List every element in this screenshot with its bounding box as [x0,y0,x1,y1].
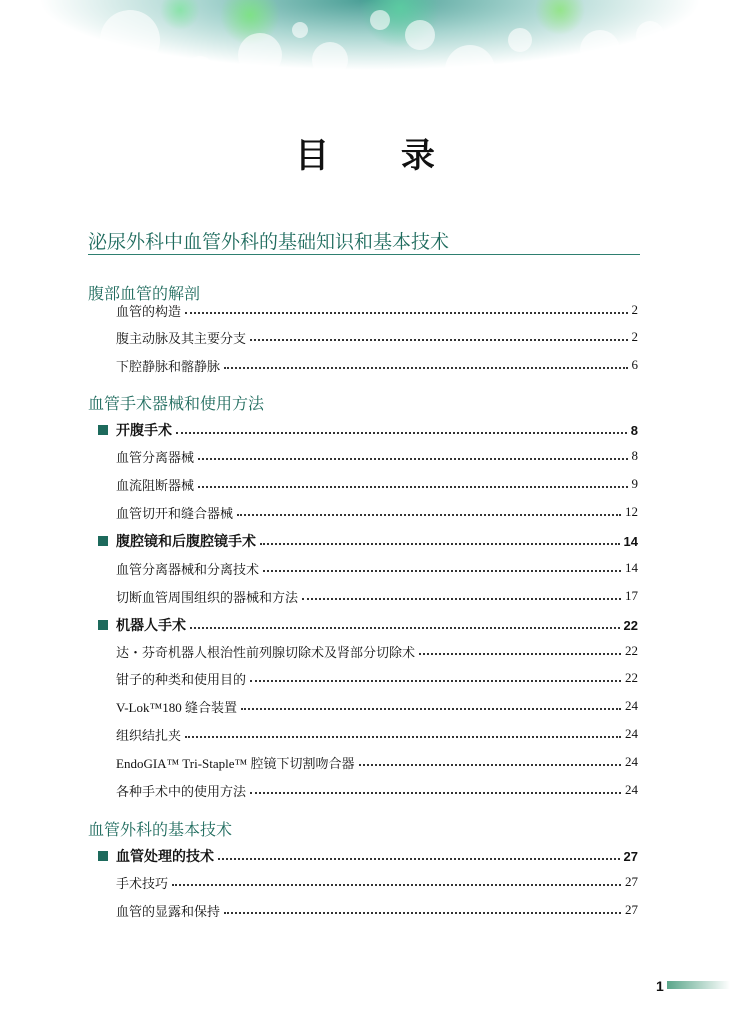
entry-label: 腹主动脉及其主要分支 [116,330,247,346]
entry-page: 22 [625,643,638,658]
entry-label: 组织结扎夹 [116,727,182,743]
dot-leader [198,458,627,460]
entry-page: 24 [625,698,638,713]
bokeh-circle [405,20,435,50]
entry-page: 24 [625,726,638,741]
entry-page: 27 [625,902,638,917]
entry-page: 14 [623,533,638,549]
page-number: 1 [656,978,664,994]
entry-label: 血管分离器械和分离技术 [116,561,260,577]
entry-label: 钳子的种类和使用目的 [116,671,247,687]
page-number-bar [667,981,730,989]
bokeh-circle [292,22,308,38]
toc-entry [116,695,638,717]
entry-label: 开腹手术 [116,423,172,439]
dot-leader [419,653,621,655]
bokeh-circle [312,42,348,78]
entry-page: 12 [625,504,638,519]
square-bullet-icon [98,425,108,435]
entry-page: 2 [631,302,638,317]
bokeh-circle [100,10,160,70]
dot-leader [302,598,621,600]
toc-entry [116,845,638,867]
entry-label: 手术技巧 [116,875,169,891]
header-bokeh-banner [0,0,730,115]
entry-page: 24 [625,754,638,769]
dot-leader [250,680,621,682]
entry-label: 达・芬奇机器人根治性前列腺切除术及肾部分切除术 [116,644,416,660]
toc-entry [116,723,638,745]
entry-label: 血管切开和缝合器械 [116,505,234,521]
dot-leader [241,708,621,710]
chapter-heading [88,226,640,255]
toc-entry [116,667,638,689]
dot-leader [224,912,621,914]
entry-label: 腹部血管的解剖 [88,283,201,303]
entry-label: EndoGIA™ Tri-Staple™ 腔镜下切割吻合器 [116,755,355,771]
toc-entry [116,530,638,552]
toc-entry [116,751,638,773]
toc-entry [116,871,638,893]
entry-label: 血管手术器械和使用方法 [88,393,265,413]
entry-label: 各种手术中的使用方法 [116,783,247,799]
toc-entry [116,640,638,662]
toc-entry [116,445,638,467]
page-title: 目 录 [295,136,465,176]
dot-leader [224,367,627,369]
bokeh-circle [370,10,390,30]
entry-page: 2 [631,329,638,344]
toc-entry [116,614,638,636]
toc-entry [116,779,638,801]
toc-entry [116,473,638,495]
entry-page: 24 [625,782,638,797]
toc-entry [116,299,638,321]
dot-leader [260,543,620,545]
toc-entry [116,419,638,441]
toc-entry [116,585,638,607]
toc-entry [116,326,638,348]
toc-entry [116,501,638,523]
square-bullet-icon [98,851,108,861]
square-bullet-icon [98,536,108,546]
chapter-title: 泌尿外科中血管外科的基础知识和基本技术 [88,230,450,253]
entry-page: 6 [631,357,638,372]
entry-label: 切断血管周围组织的器械和方法 [116,589,299,605]
toc-entry [116,354,638,376]
bokeh-circle [508,28,532,52]
dot-leader [172,884,621,886]
entry-label: 血管处理的技术 [116,849,214,865]
dot-leader [185,312,627,314]
dot-leader [263,570,621,572]
toc-entry [116,557,638,579]
entry-label: 下腔静脉和髂静脉 [116,358,221,374]
entry-label: 血管的显露和保持 [116,903,221,919]
bokeh-circle [542,62,578,98]
entry-label: 血管外科的基本技术 [88,819,233,839]
dot-leader [198,486,627,488]
bokeh-circle [186,56,214,84]
entry-page: 9 [631,476,638,491]
entry-label: 血流阻断器械 [116,477,195,493]
dot-leader [359,764,621,766]
entry-label: 机器人手术 [116,618,186,634]
dot-leader [237,514,621,516]
entry-page: 22 [623,617,638,633]
bokeh-circle [636,21,664,49]
bokeh-circle [238,33,282,77]
entry-page: 8 [631,448,638,463]
dot-leader [250,339,627,341]
entry-page: 22 [625,670,638,685]
section-heading [88,391,730,413]
entry-label: 血管分离器械 [116,449,195,465]
dot-leader [250,792,621,794]
bokeh-circle [580,30,620,70]
dot-leader [185,736,621,738]
entry-page: 14 [625,560,638,575]
entry-label: 血管的构造 [116,303,182,319]
entry-label: 腹腔镜和后腹腔镜手术 [116,534,256,550]
entry-page: 27 [625,874,638,889]
entry-label: V-Lok™180 缝合装置 [116,699,237,715]
toc-entry [116,899,638,921]
bokeh-circle [445,45,495,95]
entry-page: 8 [630,422,638,438]
section-heading [88,817,730,839]
dot-leader [190,627,620,629]
dot-leader [176,432,627,434]
square-bullet-icon [98,620,108,630]
dot-leader [218,858,620,860]
entry-page: 17 [625,588,638,603]
entry-page: 27 [623,848,638,864]
